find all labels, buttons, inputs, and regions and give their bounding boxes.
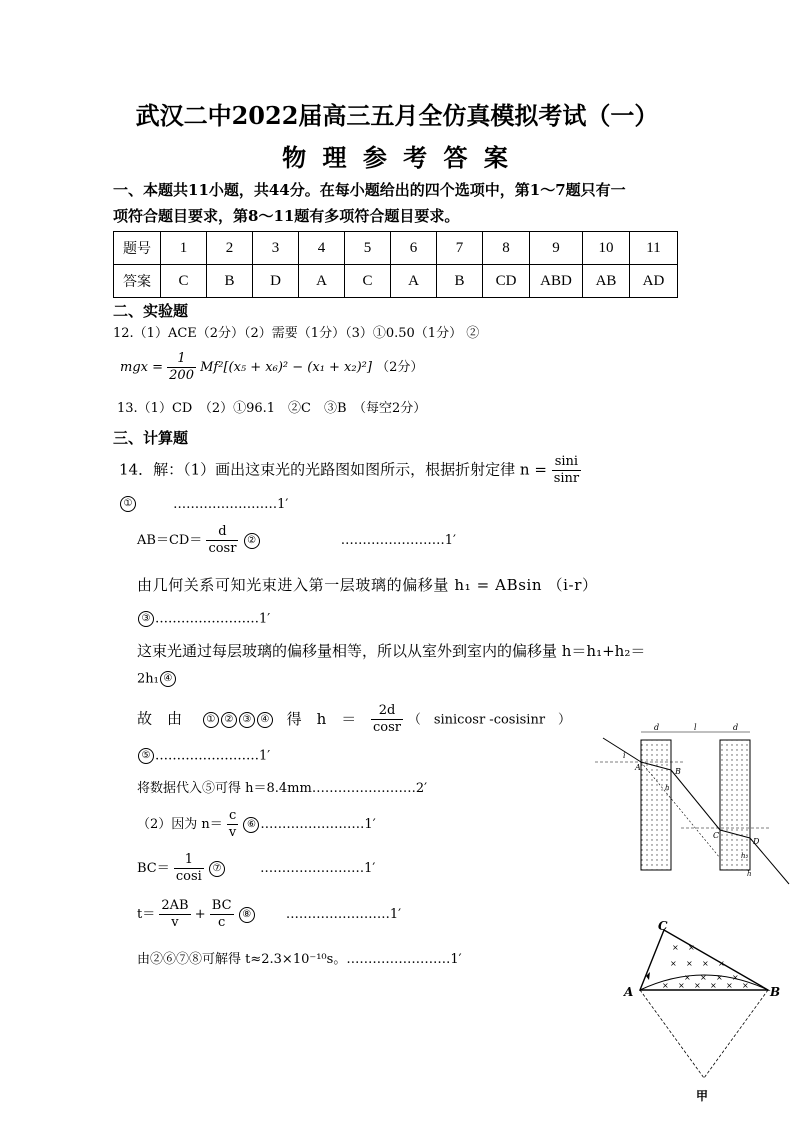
bc-line (137, 852, 375, 885)
section3-heading: 三、计算题 (113, 429, 189, 447)
table-cell-q: 5 (345, 232, 391, 265)
light-path-figure (595, 718, 791, 890)
mark6-circle: ⑥ (243, 817, 259, 833)
t-fraction-2 (210, 898, 234, 931)
bc-num: 1 (174, 852, 204, 869)
gu-circle-3: ③ (239, 712, 255, 728)
field-x: × (742, 981, 749, 990)
dashed-line-right (704, 990, 768, 1078)
table-cell-a: ABD (530, 265, 583, 298)
label-i: i (623, 751, 626, 760)
part2-fraction (227, 808, 238, 841)
table-cell-q: 2 (207, 232, 253, 265)
mark3-circle: ③ (138, 611, 154, 627)
q12-formula-right: Mf²[(x₅ + x₆)² − (x₁ + x₂)²] (200, 360, 372, 375)
gu-mid: 得 h ＝ (286, 709, 357, 728)
substitute-line: 将数据代入⑤可得 h＝8.4mm……………………2′ (137, 781, 428, 796)
mark5-line (137, 748, 270, 764)
gu-circle-4: ④ (257, 712, 273, 728)
table-row-answers (114, 265, 678, 298)
table-header-qnum: 题号 (114, 232, 161, 265)
section2-heading: 二、实验题 (113, 302, 189, 320)
label-B: B (675, 767, 681, 776)
bc-fraction (174, 852, 204, 885)
ab-line (137, 524, 456, 557)
q12-answer: 12.（1）ACE（2分）（2）需要（1分）（3）①0.50（1分） ② (113, 326, 480, 341)
ab-fraction (206, 524, 238, 557)
t-num2: BC (211, 898, 232, 913)
mark3-line (137, 611, 270, 627)
part2-num: c (227, 808, 238, 825)
mark8-circle: ⑧ (239, 907, 255, 923)
refraction-den: sinr (553, 471, 580, 486)
part2-den: v (228, 825, 237, 840)
table-cell-a: A (391, 265, 437, 298)
table-cell-a: B (437, 265, 483, 298)
mark7-circle: ⑦ (209, 861, 225, 877)
part2-prefix: （2）因为 n＝ (137, 817, 223, 832)
q12-formula-left: mgx = (120, 360, 164, 375)
mark5-dots: ……………………1′ (155, 748, 271, 764)
table-cell-a: AD (630, 265, 678, 298)
label-D: D (753, 837, 760, 846)
part2-line (137, 808, 376, 841)
t-fraction-1 (159, 898, 190, 931)
label-d-2: d (733, 723, 739, 732)
mark1-circle: ① (120, 496, 136, 512)
label-B: B (770, 985, 781, 999)
gu-den: cosr (373, 720, 402, 735)
air-ray (671, 770, 720, 830)
q12-fraction (167, 351, 196, 384)
table-cell-q: 6 (391, 232, 437, 265)
mark4-circle: ④ (160, 671, 176, 687)
q12-fraction-den: 200 (169, 368, 194, 383)
q13-answer: 13.（1）CD （2）①96.1 ②C ③B （每空2分） (117, 401, 427, 416)
table-cell-q: 4 (299, 232, 345, 265)
field-x: × (716, 973, 723, 982)
table-header-answer: 答案 (114, 265, 161, 298)
table-row-questions (114, 232, 678, 265)
t-plus: + (194, 907, 206, 922)
field-x: × (662, 981, 669, 990)
q12-score: （2分） (376, 360, 424, 375)
label-C: C (713, 831, 720, 840)
table-cell-q: 8 (483, 232, 530, 265)
t-den2: c (218, 915, 226, 930)
label-h2: h₂ (741, 852, 749, 860)
offset-line: 由几何关系可知光束进入第一层玻璃的偏移量 h₁ = ABsin （i-r） (137, 576, 598, 594)
mark5-circle: ⑤ (138, 748, 154, 764)
bc-den: cosi (175, 869, 202, 884)
table-cell-q: 3 (253, 232, 299, 265)
mark2-circle: ② (244, 533, 260, 549)
ab-left: AB＝CD＝ (137, 533, 203, 548)
label-l: l (694, 723, 697, 732)
incident-ray (603, 738, 641, 762)
mark6-dots: ……………………1′ (260, 817, 376, 832)
table-cell-q: 9 (530, 232, 583, 265)
magnetic-field-figure (622, 920, 790, 1112)
refraction-num: sini (552, 454, 581, 471)
mark3-dots: ……………………1′ (155, 611, 271, 627)
table-cell-q: 7 (437, 232, 483, 265)
table-cell-a: A (299, 265, 345, 298)
q12-fraction-num: 1 (167, 351, 196, 368)
gu-prefix: 故 由 (137, 709, 198, 728)
field-x: × (688, 943, 695, 952)
dashed-line-left (640, 990, 704, 1078)
field-x: × (710, 981, 717, 990)
table-cell-a: B (207, 265, 253, 298)
table-cell-a: C (345, 265, 391, 298)
table-cell-a: CD (483, 265, 530, 298)
field-x: × (726, 981, 733, 990)
table-cell-a: AB (583, 265, 630, 298)
gu-line (137, 703, 571, 736)
t-num1: 2AB (161, 898, 189, 913)
gu-paren: （ sinicosr -cosisinr ） (407, 712, 572, 728)
q14-intro-text: 14．解：（1）画出这束光的光路图如图所示，根据折射定律 n = (119, 460, 547, 479)
bc-left: BC＝ (137, 861, 170, 876)
t-den1: v (171, 915, 179, 930)
field-x: × (670, 959, 677, 968)
table-cell-q: 11 (630, 232, 678, 265)
field-x: × (694, 981, 701, 990)
mark7-dots: ……………………1′ (260, 861, 376, 876)
field-x: × (684, 973, 691, 982)
table-cell-a: C (161, 265, 207, 298)
mark1-line (119, 496, 288, 512)
field-x: × (732, 973, 739, 982)
glass-pane-1 (641, 740, 671, 870)
t-line (137, 898, 401, 931)
refraction-law-fraction (552, 454, 581, 487)
field-x: × (702, 959, 709, 968)
field-x: × (678, 981, 685, 990)
t-left: t＝ (137, 907, 156, 922)
field-x: × (686, 959, 693, 968)
ab-den: cosr (208, 541, 237, 556)
label-h-1: h (665, 784, 670, 792)
gu-num: 2d (371, 703, 403, 720)
field-x: × (718, 959, 725, 968)
section1-heading-line2: 项符合题目要求，第8～11题有多项符合题目要求。 (113, 207, 460, 225)
total-offset-line2 (137, 671, 177, 687)
page-subtitle: 物 理 参 考 答 案 (282, 143, 512, 172)
label-A: A (624, 985, 634, 999)
mark1-dots: ……………………1′ (173, 496, 289, 512)
label-A: A (635, 763, 641, 772)
page-title: 武汉二中2022届高三五月全仿真模拟考试（一） (135, 101, 659, 130)
field-x: × (672, 943, 679, 952)
table-cell-q: 1 (161, 232, 207, 265)
mark8-dots: ……………………1′ (285, 907, 402, 922)
q12-formula (120, 351, 423, 384)
section1-heading-line1: 一、本题共11小题，共44分。在每小题给出的四个选项中，第1～7题只有一 (113, 181, 626, 199)
table-cell-a: D (253, 265, 299, 298)
label-jia: 甲 (696, 1089, 709, 1103)
label-C: C (658, 920, 668, 933)
field-marks (662, 943, 749, 990)
glass-pane-2 (720, 740, 750, 870)
final-line: 由②⑥⑦⑧可解得 t≈2.3×10⁻¹⁰s。……………………1′ (137, 952, 462, 967)
ab-num: d (206, 524, 238, 541)
label-h: h (747, 870, 752, 878)
q14-intro (119, 454, 581, 487)
gu-fraction (371, 703, 403, 736)
label-d-1: d (654, 723, 660, 732)
answer-table (113, 231, 678, 298)
field-x: × (700, 973, 707, 982)
table-cell-q: 10 (583, 232, 630, 265)
gu-circle-1: ① (203, 712, 219, 728)
total-offset-line1: 这束光通过每层玻璃的偏移量相等，所以从室外到室内的偏移量 h＝h₁+h₂＝ (137, 642, 646, 660)
gu-circle-2: ② (221, 712, 237, 728)
total-offset-2h1: 2h₁ (137, 671, 159, 687)
mark2-dots: ……………………1′ (340, 533, 456, 548)
